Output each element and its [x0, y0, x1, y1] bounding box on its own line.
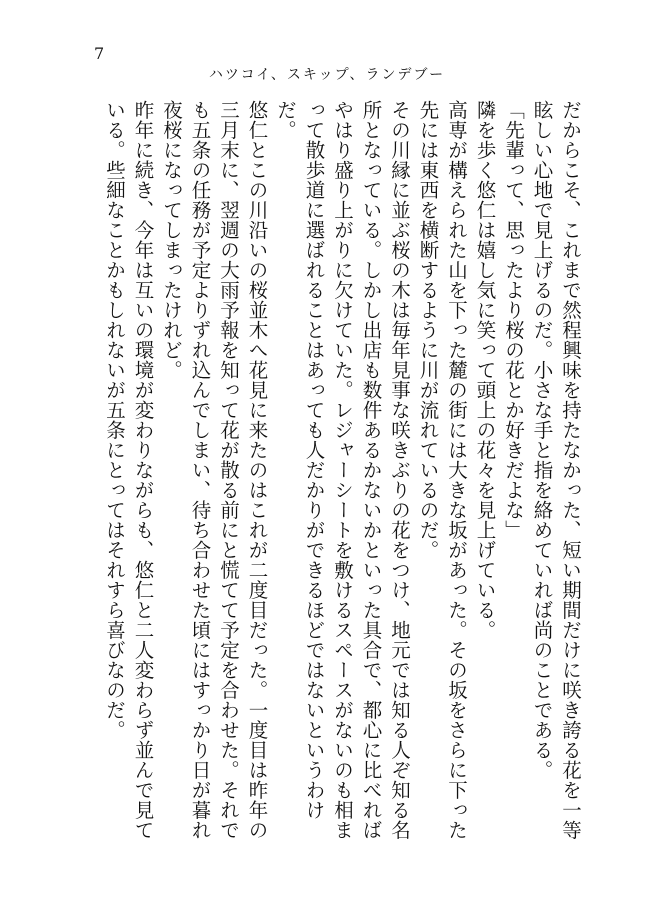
paragraph: 「先輩って、思ったより桜の花とか好きだよな」 — [502, 100, 525, 540]
page-number: 7 — [94, 44, 105, 63]
paragraph: 隣を歩く悠仁は嬉し気に笑って頭上の花々を見上げている。 — [473, 100, 497, 640]
paragraph: だからこそ、これまで然程興味を持たなかった、短い期間だけに咲き誇る花を一等眩しい心地で見上げるのだ。小さな手と指を絡めていれば尚のことである。 — [530, 100, 582, 840]
paragraph: その川縁に並ぶ桜の木は毎年見事な咲きぶりの花をつけ、地元では知る人ぞ知る名所となっている。しかし出店も数件あるかないかといった具合で、都心に比べればやはり盛り上がりに欠けていた。レジャーシートを敷けるスペースがないのも相まって散歩道に選ばれることはあっても人だかりができるほどではないというわけだ。 — [274, 100, 411, 840]
running-title: ハツコイ、スキップ、ランデブー — [208, 67, 446, 83]
body-text — [64, 100, 584, 840]
paragraph: 昨年に続き、今年は互いの環境が変わりながらも、悠仁と二人変わらず並んで見ている。些細なことかもしれないが五条にとってはそれすら喜びなのだ。 — [103, 100, 155, 840]
paragraph: 悠仁とこの川沿いの桜並木へ花見に来たのはこれが二度目だった。一度目は昨年の三月末に、翌週の大雨予報を知って花が散る前にと慌てて予定を合わせた。それでも五条の任務が予定よりずれ込んでしまい、待ち合わせた頃にはすっかり日が暮れ夜桜になってしまったけれど。 — [160, 100, 269, 840]
paragraph: 高専が構えられた山を下った麓の街には大きな坂があった。その坂をさらに下った先には東西を横断するように川が流れているのだ。 — [416, 100, 468, 840]
